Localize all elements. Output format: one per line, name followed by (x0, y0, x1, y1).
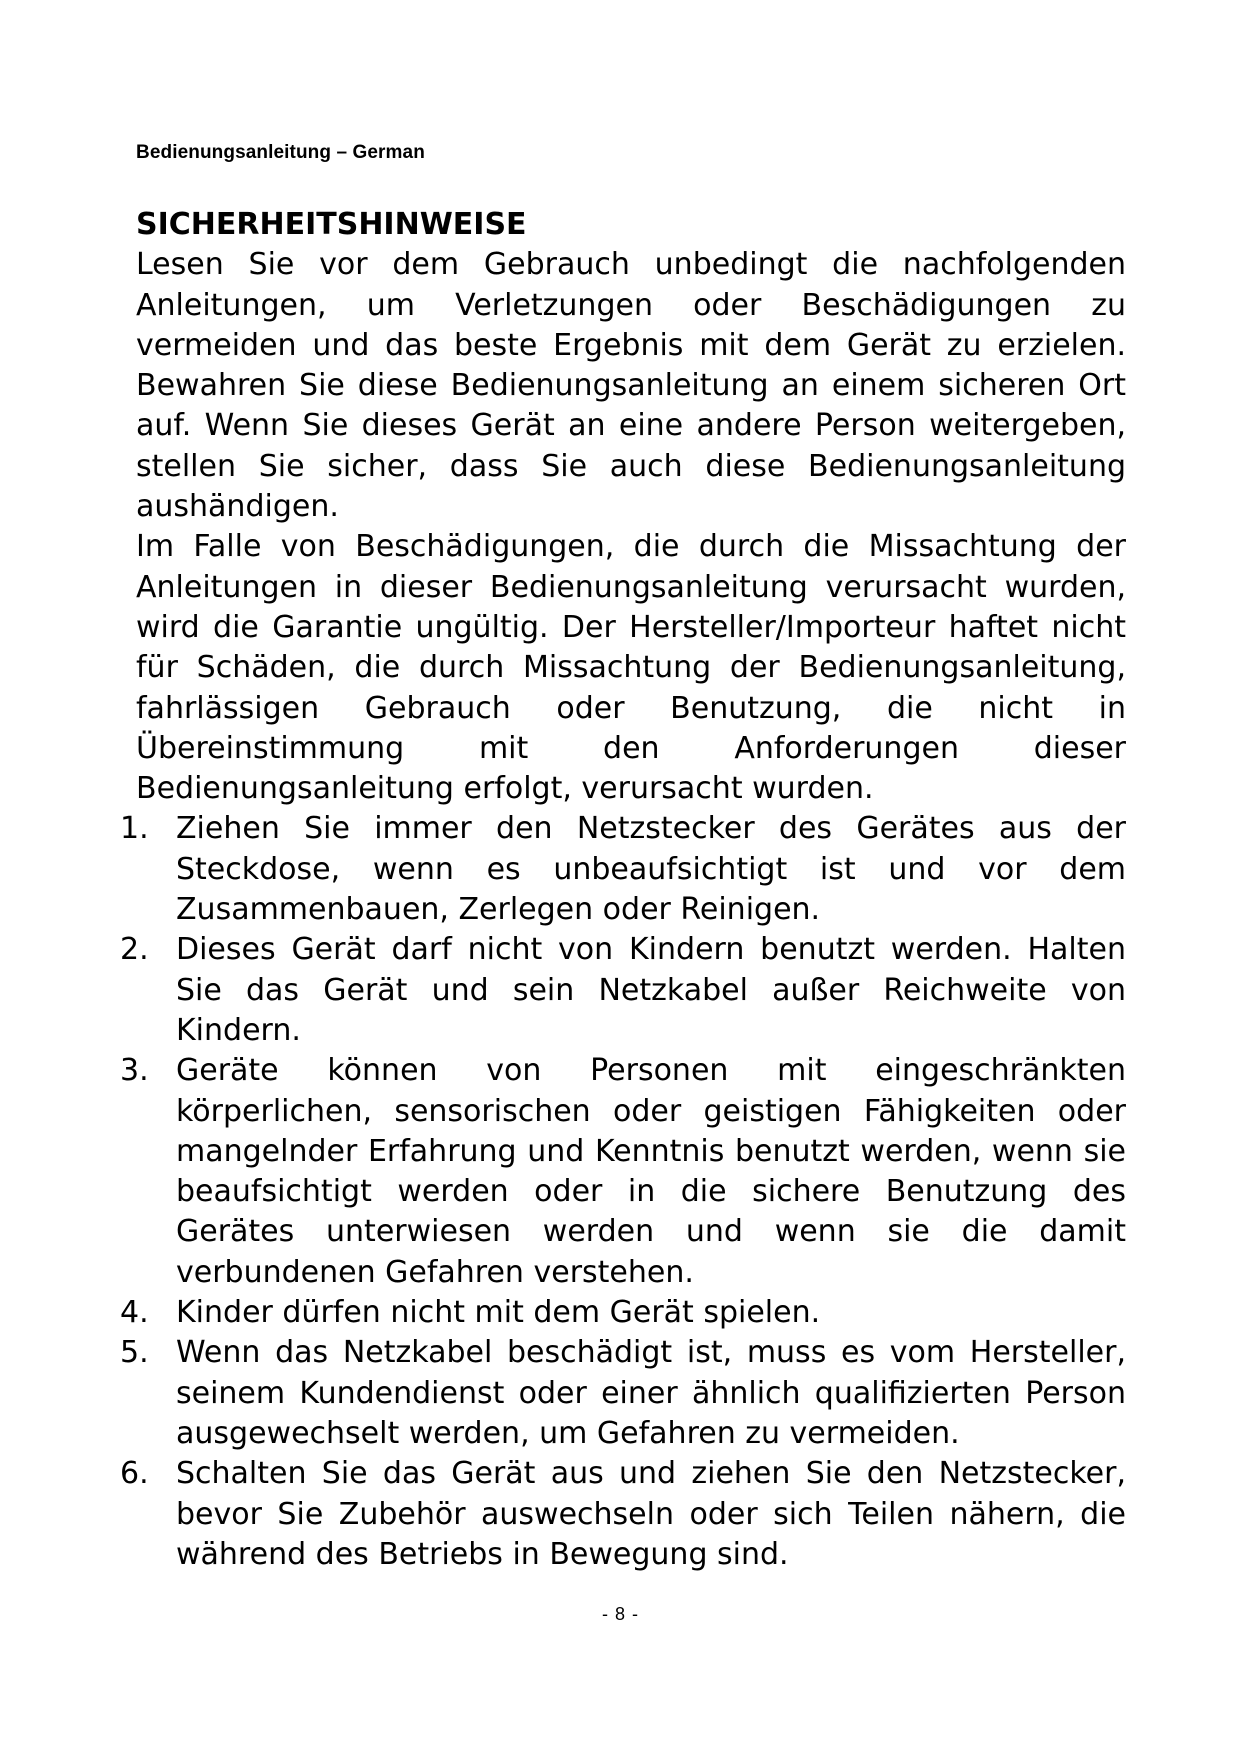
page-number: - 8 - (601, 1604, 639, 1624)
list-item-text: Dieses Gerät darf nicht von Kindern benutzt werden. Halten Sie das Gerät und sein Netzkabel außer Reichweite von Kindern. (176, 932, 1126, 1048)
list-item-text: Schalten Sie das Gerät aus und ziehen Sie den Netzstecker, bevor Sie Zubehör auswechseln oder sich Teilen nähern, die während des Betriebs in Bewegung sind. (176, 1456, 1126, 1572)
list-item-text: Ziehen Sie immer den Netzstecker des Gerätes aus der Steckdose, wenn es unbeaufsichtigt ist und vor dem Zusammenbauen, Zerlegen oder Reinigen. (176, 811, 1126, 928)
list-item-number: 2. (120, 932, 149, 968)
warranty-paragraph: Im Falle von Beschädigungen, die durch die Missachtung der Anleitungen in dieser Bedienungsanleitung verursacht wurden, wird die Garantie ungültig. Der Hersteller/Importeur haftet nicht für Schäden, die durch Missachtung der Bedienungsanleitung, fahrlässigen Gebrauch oder Benutzung, die nicht in Übereinstimmung mit den Anforderungen dieser Bedienungsanleitung erfolgt, verursacht wurden. (136, 529, 1126, 807)
list-item-number: 3. (120, 1053, 149, 1089)
list-item-number: 6. (120, 1456, 149, 1492)
intro-paragraph: Lesen Sie vor dem Gebrauch unbedingt die nachfolgenden Anleitungen, um Verletzungen oder Beschädigungen zu vermeiden und das beste Ergebnis mit dem Gerät zu erzielen. Bewahren Sie diese Bedienungsanleitung an einem sicheren Ort auf. Wenn Sie dieses Gerät an eine andere Person weitergeben, stellen Sie sicher, dass Sie auch diese Bedienungsanleitung aushändigen. (136, 247, 1126, 525)
list-item (120, 930, 1126, 1051)
list-item-text: Wenn das Netzkabel beschädigt ist, muss es vom Hersteller, seinem Kundendienst oder einer ähnlich qualifizierten Person ausgewechselt werden, um Gefahren zu vermeiden. (176, 1335, 1126, 1451)
list-item-number: 4. (120, 1295, 149, 1331)
section-title: SICHERHEITSHINWEISE (136, 207, 527, 242)
list-item-number: 1. (120, 811, 149, 847)
list-item (120, 1454, 1126, 1575)
list-item-text: Geräte können von Personen mit eingeschränkten körperlichen, sensorischen oder geistigen Fähigkeiten oder mangelnder Erfahrung und Kenntnis benutzt werden, wenn sie beaufsichtigt werden oder in die sichere Benutzung des Gerätes unterwiesen werden und wenn sie die damit verbundenen Gefahren verstehen. (176, 1053, 1126, 1290)
list-item (120, 809, 1126, 930)
list-item-number: 5. (120, 1335, 149, 1371)
document-header-label: Bedienungsanleitung – German (136, 142, 425, 163)
list-item (120, 1051, 1126, 1293)
safety-section (120, 205, 1126, 1575)
list-item (120, 1293, 1126, 1333)
list-item (120, 1333, 1126, 1454)
list-item-text: Kinder dürfen nicht mit dem Gerät spielen. (176, 1295, 821, 1331)
safety-list (120, 809, 1126, 1575)
